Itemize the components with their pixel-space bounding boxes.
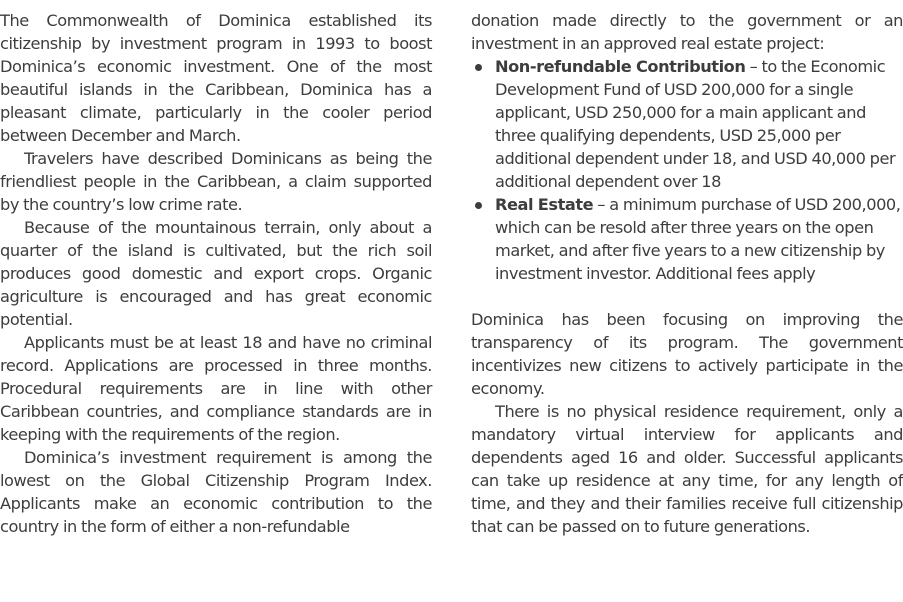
travelers-paragraph: Travelers have described Dominicans as being the friendliest people in the Caribbean, a claim supported by the country’s low crime rate. xyxy=(0,149,432,214)
list-item-real-estate xyxy=(471,193,903,285)
bullet-icon xyxy=(475,202,482,209)
right-column xyxy=(471,9,903,538)
residence-paragraph: There is no physical residence requirement, only a mandatory virtual interview for applicants and dependents aged 16 and older. Successful applicants can take up residence at any time, for any length of time, and they and their families receive full citizenship that can be passed on to future generations. xyxy=(471,402,903,536)
spacer xyxy=(471,285,903,308)
investment-requirement-paragraph: Dominica’s investment requirement is among the lowest on the Global Citizenship Program Index. Applicants make an economic contribution to the country in the form of either a non-refundable xyxy=(0,448,432,536)
bullet-text: – to the Economic Development Fund of USD 200,000 for a single applicant, USD 250,000 for a main applicant and three qualifying dependents, USD 25,000 per additional dependent under 18, and USD 40,000 per additional dependent over 18 xyxy=(495,57,896,191)
left-column xyxy=(0,9,432,538)
continuation-paragraph: donation made directly to the government or an investment in an approved real estate project: xyxy=(471,11,903,53)
bullet-text: – a minimum purchase of USD 200,000, which can be resold after three years on the open market, and after five years to a new citizenship by investment investor. Additional fees apply xyxy=(495,195,901,283)
investment-options-list xyxy=(471,55,903,285)
bullet-icon xyxy=(475,64,482,71)
terrain-paragraph: Because of the mountainous terrain, only about a quarter of the island is cultivated, but the rich soil produces good domestic and export crops. Organic agriculture is encouraged and has great economic potential. xyxy=(0,218,432,329)
intro-paragraph: The Commonwealth of Dominica established its citizenship by investment program in 1993 to boost Dominica’s economic investment. One of the most beautiful islands in the Caribbean, Dominica has a pleasant climate, particularly in the cooler period between December and March. xyxy=(0,11,432,145)
transparency-paragraph: Dominica has been focusing on improving the transparency of its program. The government incentivizes new citizens to actively participate in the economy. xyxy=(471,310,903,398)
bullet-title: Real Estate xyxy=(495,195,594,214)
list-item-contribution xyxy=(471,55,903,193)
applicants-paragraph: Applicants must be at least 18 and have no criminal record. Applications are processed in three months. Procedural requirements are in line with other Caribbean countries, and compliance standards are in keeping with the requirements of the region. xyxy=(0,333,432,444)
bullet-title: Non-refundable Contribution xyxy=(495,57,746,76)
